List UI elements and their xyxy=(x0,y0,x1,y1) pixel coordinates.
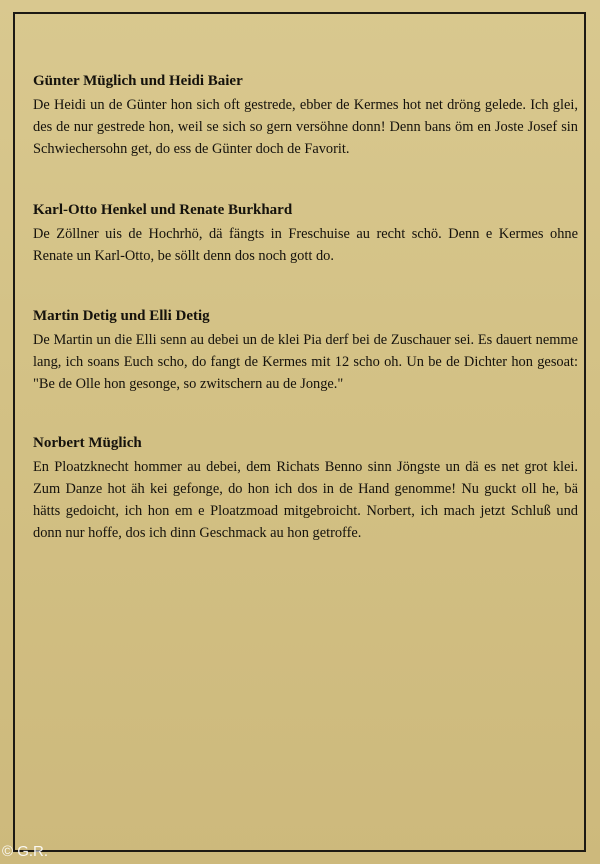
section-text: De Martin un die Elli senn au debei un de klei Pia derf bei de Zuschauer sei. Es dauert nemme lang, ich soans Euch scho, do fangt de Kermes mit 12 scho oh. Un be de Dichter hon gesoat: "Be de Olle hon gesonge, so zwitschern au de Jonge." xyxy=(33,332,578,392)
section-guenter-heidi xyxy=(33,70,578,160)
section-text: De Heidi un de Günter hon sich oft gestrede, ebber de Kermes hot net dröng gelede. Ich glei, des de nur gestrede hon, weil se sich so gern versöhne donn! Denn bans öm en Joste Josef sin Schwiechersohn get, do ess de Günter doch de Favorit. xyxy=(33,97,578,157)
section-heading: Günter Müglich und Heidi Baier xyxy=(33,73,243,89)
section-martin-elli xyxy=(33,305,578,395)
section-norbert xyxy=(33,432,578,544)
section-karl-otto-renate xyxy=(33,199,578,267)
section-text: De Zöllner uis de Hochrhö, dä fängts in Freschuise au recht schö. Denn e Kermes ohne Renate un Karl-Otto, be söllt denn dos noch gott do. xyxy=(33,226,578,264)
section-heading: Norbert Müglich xyxy=(33,435,142,451)
copyright-watermark: © G.R. xyxy=(2,843,49,860)
section-text: En Ploatzknecht hommer au debei, dem Richats Benno sinn Jöngste un dä es net grot klei. Zum Danze hot äh kei gefonge, do hon ich dos in de Hand genomme! Nu guckt oll he, bä hätts gedoicht, ich hon em e Ploatzmoad mitgebroicht. Norbert, ich mach jetzt Schluß und donn nur hoffe, dos ich dinn Geschmack au hon getroffe. xyxy=(33,459,578,541)
section-heading: Karl-Otto Henkel und Renate Burkhard xyxy=(33,202,293,218)
section-heading: Martin Detig und Elli Detig xyxy=(33,308,210,324)
